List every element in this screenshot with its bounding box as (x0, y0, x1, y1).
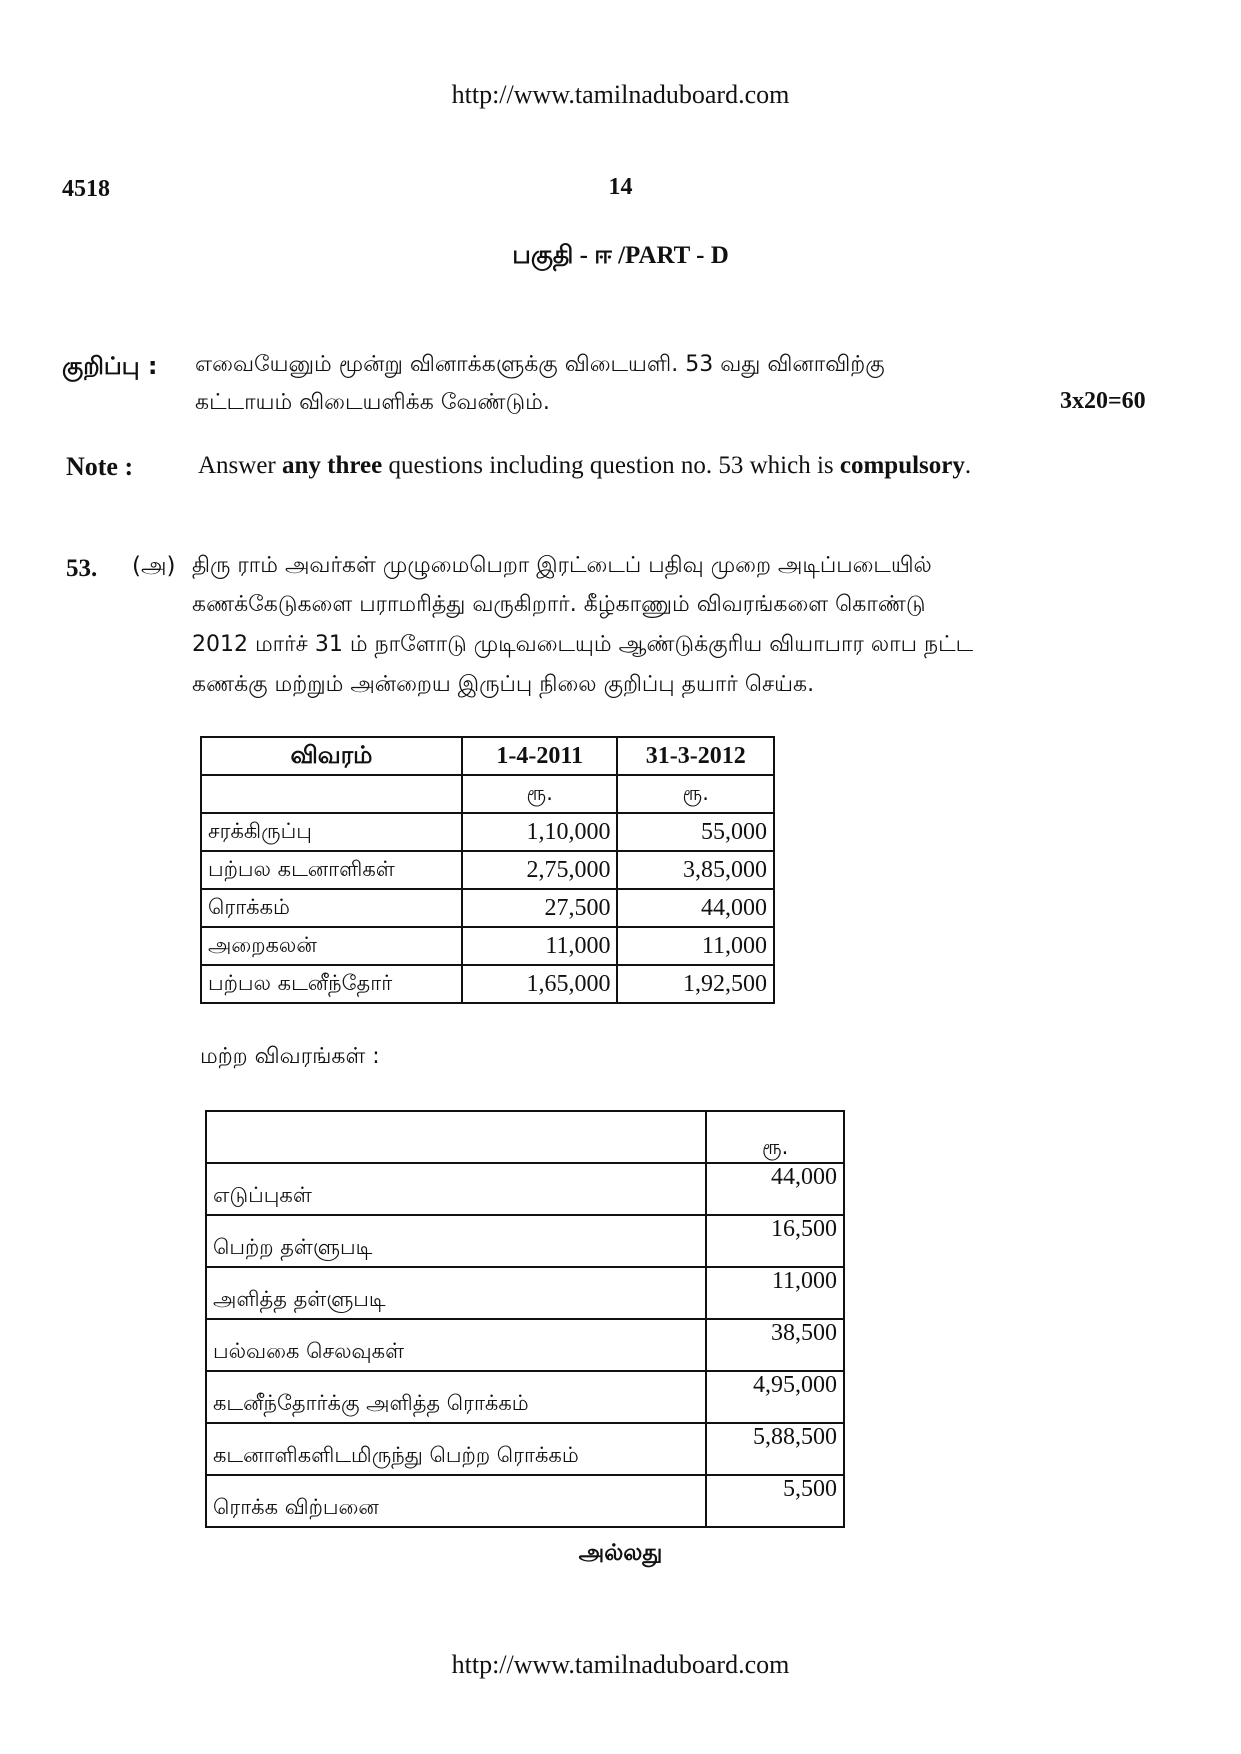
note-tamil-line2: கட்டாயம் விடையளிக்க வேண்டும். (195, 390, 550, 415)
table-row (201, 889, 774, 927)
row-label: பெற்ற தள்ளுபடி (206, 1215, 706, 1267)
question-line3: 2012 மார்ச் 31 ம் நாளோடு முடிவடையும் ஆண்டுக்குரிய வியாபார லாப நட்ட (192, 632, 974, 657)
row-value: 4,95,000 (706, 1371, 844, 1423)
note-tamil-line1: எவையேனும் மூன்று வினாக்களுக்கு விடையளி. 53 வது வினாவிற்கு (195, 352, 885, 377)
row-label: எடுப்புகள் (206, 1163, 706, 1215)
row-value: 16,500 (706, 1215, 844, 1267)
question-sub-label: (அ) (132, 553, 176, 579)
row-label: கடனாளிகளிடமிருந்து பெற்ற ரொக்கம் (206, 1423, 706, 1475)
other-details-table (205, 1110, 845, 1528)
unit-rupees: ரூ. (706, 1111, 844, 1163)
paper-code: 4518 (62, 176, 110, 202)
unit-rupees: ரூ. (462, 775, 618, 813)
row-value: 11,000 (706, 1267, 844, 1319)
row-label: அளித்த தள்ளுபடி (206, 1267, 706, 1319)
note-english-label: Note : (66, 452, 134, 481)
note-tamil-label: குறிப்பு : (62, 352, 158, 380)
table-row (206, 1267, 844, 1319)
unit-row-empty (206, 1111, 706, 1163)
table-row (206, 1475, 844, 1527)
unit-rupees: ரூ. (617, 775, 774, 813)
row-closing-value: 3,85,000 (617, 851, 774, 889)
or-separator: அல்லது (578, 1540, 663, 1566)
part-title: பகுதி - ஈ /PART - D (512, 242, 729, 269)
table-row (206, 1423, 844, 1475)
row-label: பற்பல கடனாளிகள் (201, 851, 462, 889)
question-line2: கணக்கேடுகளை பராமரித்து வருகிறார். கீழ்காணும் விவரங்களை கொண்டு (192, 592, 926, 617)
row-label: அறைகலன் (201, 927, 462, 965)
header-url: http://www.tamilnaduboard.com (451, 80, 790, 109)
row-label: பற்பல கடனீந்தோர் (201, 965, 462, 1003)
row-value: 5,500 (706, 1475, 844, 1527)
question-line1: திரு ராம் அவர்கள் முழுமைபெறா இரட்டைப் பதிவு முறை அடிப்படையில் (192, 553, 932, 578)
table-unit-row (201, 775, 774, 813)
table-row (201, 927, 774, 965)
row-label: பல்வகை செலவுகள் (206, 1319, 706, 1371)
note-text-b: any three (282, 452, 383, 479)
table-unit-row (206, 1111, 844, 1163)
question-number: 53. (66, 555, 98, 582)
table-row (206, 1319, 844, 1371)
note-text-c: questions including question no. 53 which is (382, 452, 840, 479)
table-row (206, 1163, 844, 1215)
other-details-label: மற்ற விவரங்கள் : (200, 1044, 380, 1069)
row-label: கடனீந்தோர்க்கு அளித்த ரொக்கம் (206, 1371, 706, 1423)
note-text-d: compulsory (839, 452, 965, 479)
marks-scheme: 3x20=60 (1060, 388, 1146, 414)
row-closing-value: 44,000 (617, 889, 774, 927)
row-opening-value: 2,75,000 (462, 851, 618, 889)
col-header-opening: 1-4-2011 (462, 737, 618, 775)
row-label: ரொக்க விற்பனை (206, 1475, 706, 1527)
row-opening-value: 1,10,000 (462, 813, 618, 851)
table-row (201, 813, 774, 851)
row-opening-value: 1,65,000 (462, 965, 618, 1003)
row-value: 5,88,500 (706, 1423, 844, 1475)
row-value: 38,500 (706, 1319, 844, 1371)
row-closing-value: 1,92,500 (617, 965, 774, 1003)
table-row (206, 1215, 844, 1267)
col-header-closing: 31-3-2012 (617, 737, 774, 775)
note-english-text (198, 452, 971, 480)
question-line4: கணக்கு மற்றும் அன்றைய இருப்பு நிலை குறிப்பு தயார் செய்க. (192, 672, 815, 697)
page-number: 14 (608, 174, 633, 200)
footer-url: http://www.tamilnaduboard.com (451, 1650, 790, 1679)
note-text-a: Answer (198, 452, 283, 479)
row-label: சரக்கிருப்பு (201, 813, 462, 851)
note-text-e: . (964, 452, 972, 479)
table-row (201, 851, 774, 889)
col-header-particulars: விவரம் (201, 737, 462, 775)
table-row (206, 1371, 844, 1423)
row-value: 44,000 (706, 1163, 844, 1215)
balances-table (200, 736, 775, 1004)
row-opening-value: 11,000 (462, 927, 618, 965)
row-opening-value: 27,500 (462, 889, 618, 927)
table-row (201, 965, 774, 1003)
unit-row-empty (201, 775, 462, 813)
table-header-row (201, 737, 774, 775)
row-label: ரொக்கம் (201, 889, 462, 927)
row-closing-value: 11,000 (617, 927, 774, 965)
row-closing-value: 55,000 (617, 813, 774, 851)
